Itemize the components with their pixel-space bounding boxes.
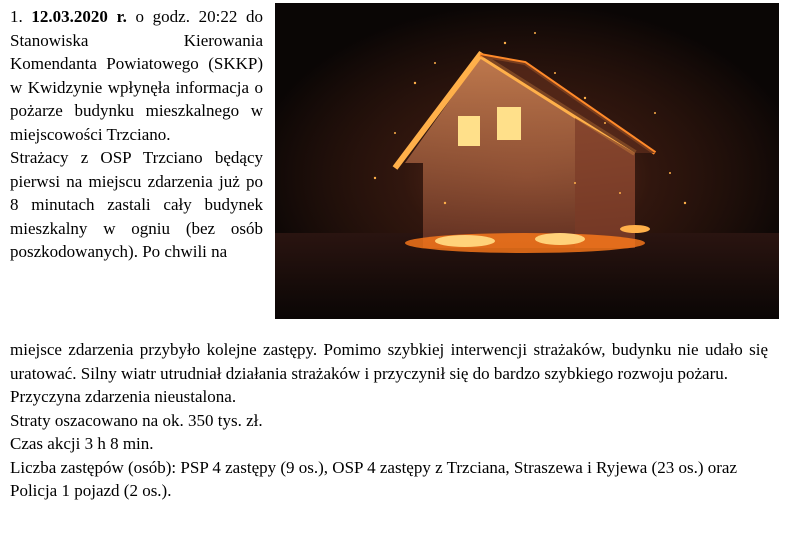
losses-line: Straty oszacowano na ok. 350 tys. zł. <box>10 410 263 430</box>
units-line: Liczba zastępów (osób): PSP 4 zastępy (9 os.), OSP 4 zastępy z Trzciana, Straszewa i Ryjewa (23 os.) oraz Policja 1 pojazd (2 os.). <box>10 457 737 500</box>
duration-line: Czas akcji 3 h 8 min. <box>10 434 154 453</box>
event-date: 12.03.2020 r. <box>31 7 127 26</box>
burning-house-image <box>275 3 779 319</box>
intro-text: o godz. 20:22 do Stanowiska Kierowania Komendanta Powiatowego (SKKP) w Kwidzynie wpłynęła informacja o pożarze budynku mieszkalnego w miejscowości Trzciano. <box>10 7 264 144</box>
intro-paragraph <box>10 5 263 146</box>
firefighters-paragraph-continued: miejsce zdarzenia przybyło kolejne zastępy. Pomimo szybkiej interwencji strażaków, budynku nie udało się uratować. Silny wiatr utrudniał działania strażaków i przyczynił się do bardzo szybkiego rozwoju pożaru. <box>10 340 768 383</box>
text-column-left <box>10 5 263 264</box>
cause-line: Przyczyna zdarzenia nieustalona. <box>10 387 237 406</box>
item-number: 1. <box>10 7 23 26</box>
fire-photo <box>275 3 779 319</box>
firefighters-paragraph-start: Strażacy z OSP Trzciano będący pierwsi na miejscu zdarzenia już po 8 minutach zastali cały budynek mieszkalny w ogniu (bez osób poszkodowanych). Po chwili na <box>10 148 263 261</box>
text-column-full <box>10 338 768 503</box>
